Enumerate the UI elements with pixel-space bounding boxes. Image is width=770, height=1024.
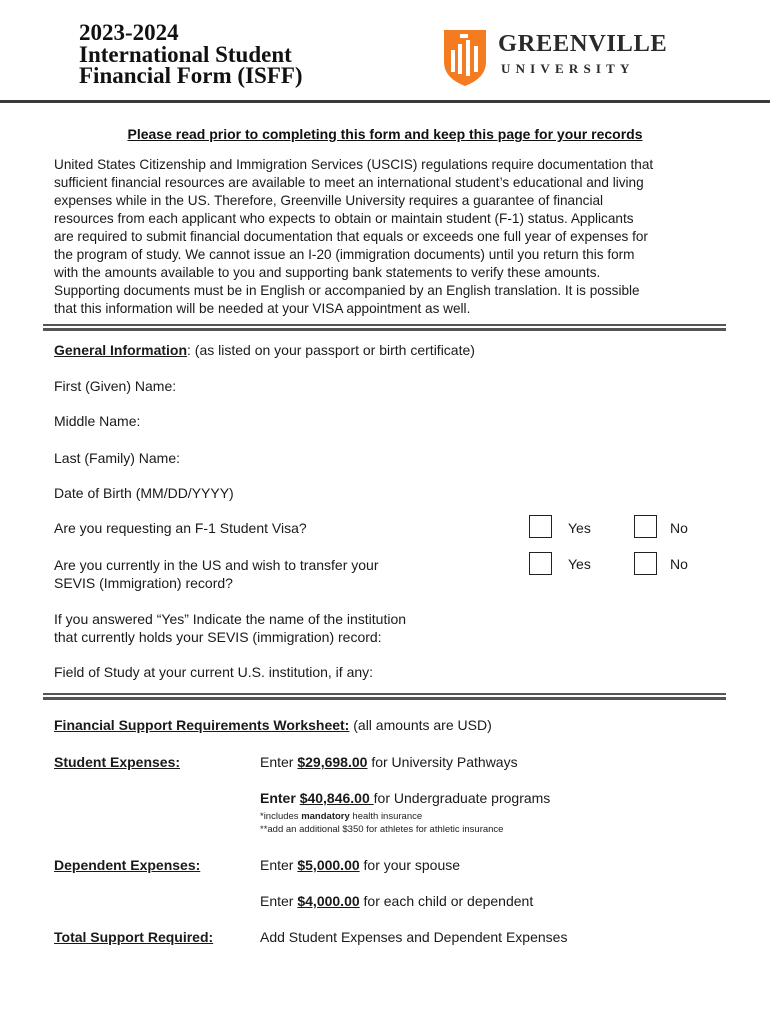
header-divider (0, 100, 770, 103)
institution-question (54, 610, 406, 646)
form-title-line-3: Financial Form (ISFF) (79, 63, 303, 88)
logo-subtitle: UNIVERSITY (501, 61, 635, 76)
student-expenses-label: Student Expenses: (54, 754, 181, 770)
f1-visa-question: Are you requesting an F-1 Student Visa? (54, 520, 307, 536)
athlete-note: **add an additional $350 for athletes for athletic insurance (260, 824, 504, 835)
enter-text: Enter (260, 857, 298, 873)
total-support-text: Add Student Expenses and Dependent Expenses (260, 929, 568, 945)
enter-text: Enter (260, 754, 298, 770)
transfer-question-line: SEVIS (Immigration) record? (54, 575, 233, 591)
child-amount-line (260, 893, 533, 909)
shield-icon (442, 28, 488, 88)
institution-question-line: that currently holds your SEVIS (immigration) record: (54, 629, 382, 645)
pathways-amount-line (260, 754, 518, 770)
note-text: health insurance (349, 811, 423, 822)
section-divider (43, 324, 726, 331)
total-support-label: Total Support Required: (54, 929, 214, 945)
child-amount: $4,000.00 (297, 893, 360, 909)
f1-yes-label: Yes (568, 520, 591, 536)
last-name-label: Last (Family) Name: (54, 450, 181, 466)
intro-line: expenses while in the US. Therefore, Greenville University requires a guarantee of financial (54, 193, 604, 208)
intro-line: sufficient financial resources are available to meet an international student’s educational and living (54, 175, 644, 190)
form-title-year: 2023-2024 (79, 20, 179, 45)
transfer-yes-checkbox[interactable] (529, 552, 552, 575)
undergrad-amount-line (260, 790, 550, 806)
worksheet-heading (54, 717, 492, 733)
transfer-question (54, 556, 378, 592)
pathways-amount: $29,698.00 (297, 754, 368, 770)
intro-line: are required to submit financial documentation that equals or exceeds one full year of expenses for (54, 229, 648, 244)
general-info-note: : (as listed on your passport or birth certificate) (187, 342, 475, 358)
transfer-question-line: Are you currently in the US and wish to transfer your (54, 557, 379, 573)
intro-paragraph (54, 156, 724, 318)
general-info-heading (54, 342, 475, 358)
institution-question-line: If you answered “Yes” Indicate the name of the institution (54, 611, 407, 627)
transfer-no-label: No (670, 556, 688, 572)
university-logo (442, 26, 702, 90)
transfer-no-checkbox[interactable] (634, 552, 657, 575)
f1-no-label: No (670, 520, 688, 536)
form-title (79, 22, 409, 87)
undergrad-amount: $40,846.00 (299, 790, 374, 806)
intro-line: that this information will be needed at your VISA appointment as well. (54, 301, 471, 316)
worksheet-title: Financial Support Requirements Worksheet: (54, 717, 350, 733)
enter-text: Enter (260, 790, 300, 806)
child-desc: for each child or dependent (359, 893, 534, 909)
enter-text: Enter (260, 893, 298, 909)
f1-no-checkbox[interactable] (634, 515, 657, 538)
spouse-desc: for your spouse (359, 857, 461, 873)
spouse-amount: $5,000.00 (297, 857, 360, 873)
form-title-line-2: International Student (79, 41, 292, 67)
section-divider (43, 693, 726, 700)
undergrad-desc: for Undergraduate programs (373, 790, 551, 806)
worksheet-note: (all amounts are USD) (349, 717, 492, 733)
insurance-note (260, 811, 422, 822)
logo-name: GREENVILLE (498, 30, 668, 57)
spouse-amount-line (260, 857, 460, 873)
field-of-study-label: Field of Study at your current U.S. institution, if any: (54, 664, 374, 680)
transfer-yes-label: Yes (568, 556, 591, 572)
intro-line: United States Citizenship and Immigration Services (USCIS) regulations require documentation that (54, 157, 654, 172)
dependent-expenses-label: Dependent Expenses: (54, 857, 201, 873)
f1-yes-checkbox[interactable] (529, 515, 552, 538)
dob-label: Date of Birth (MM/DD/YYYY) (54, 485, 234, 501)
intro-line: with the amounts available to you and supporting bank statements to verify these amounts. (54, 265, 601, 280)
note-emphasis: mandatory (301, 811, 350, 822)
intro-line: the program of study. We cannot issue an I-20 (immigration documents) until you return this form (54, 247, 635, 262)
general-info-title: General Information (54, 342, 188, 358)
notice-heading: Please read prior to completing this form and keep this page for your records (127, 126, 643, 142)
intro-line: resources from each applicant who expects to obtain or maintain student (F-1) status. Applicants (54, 211, 634, 226)
intro-line: Supporting documents must be in English or accompanied by an English translation. It is possible (54, 283, 640, 298)
middle-name-label: Middle Name: (54, 413, 141, 429)
first-name-label: First (Given) Name: (54, 378, 177, 394)
note-text: *includes (260, 811, 302, 822)
pathways-desc: for University Pathways (367, 754, 518, 770)
